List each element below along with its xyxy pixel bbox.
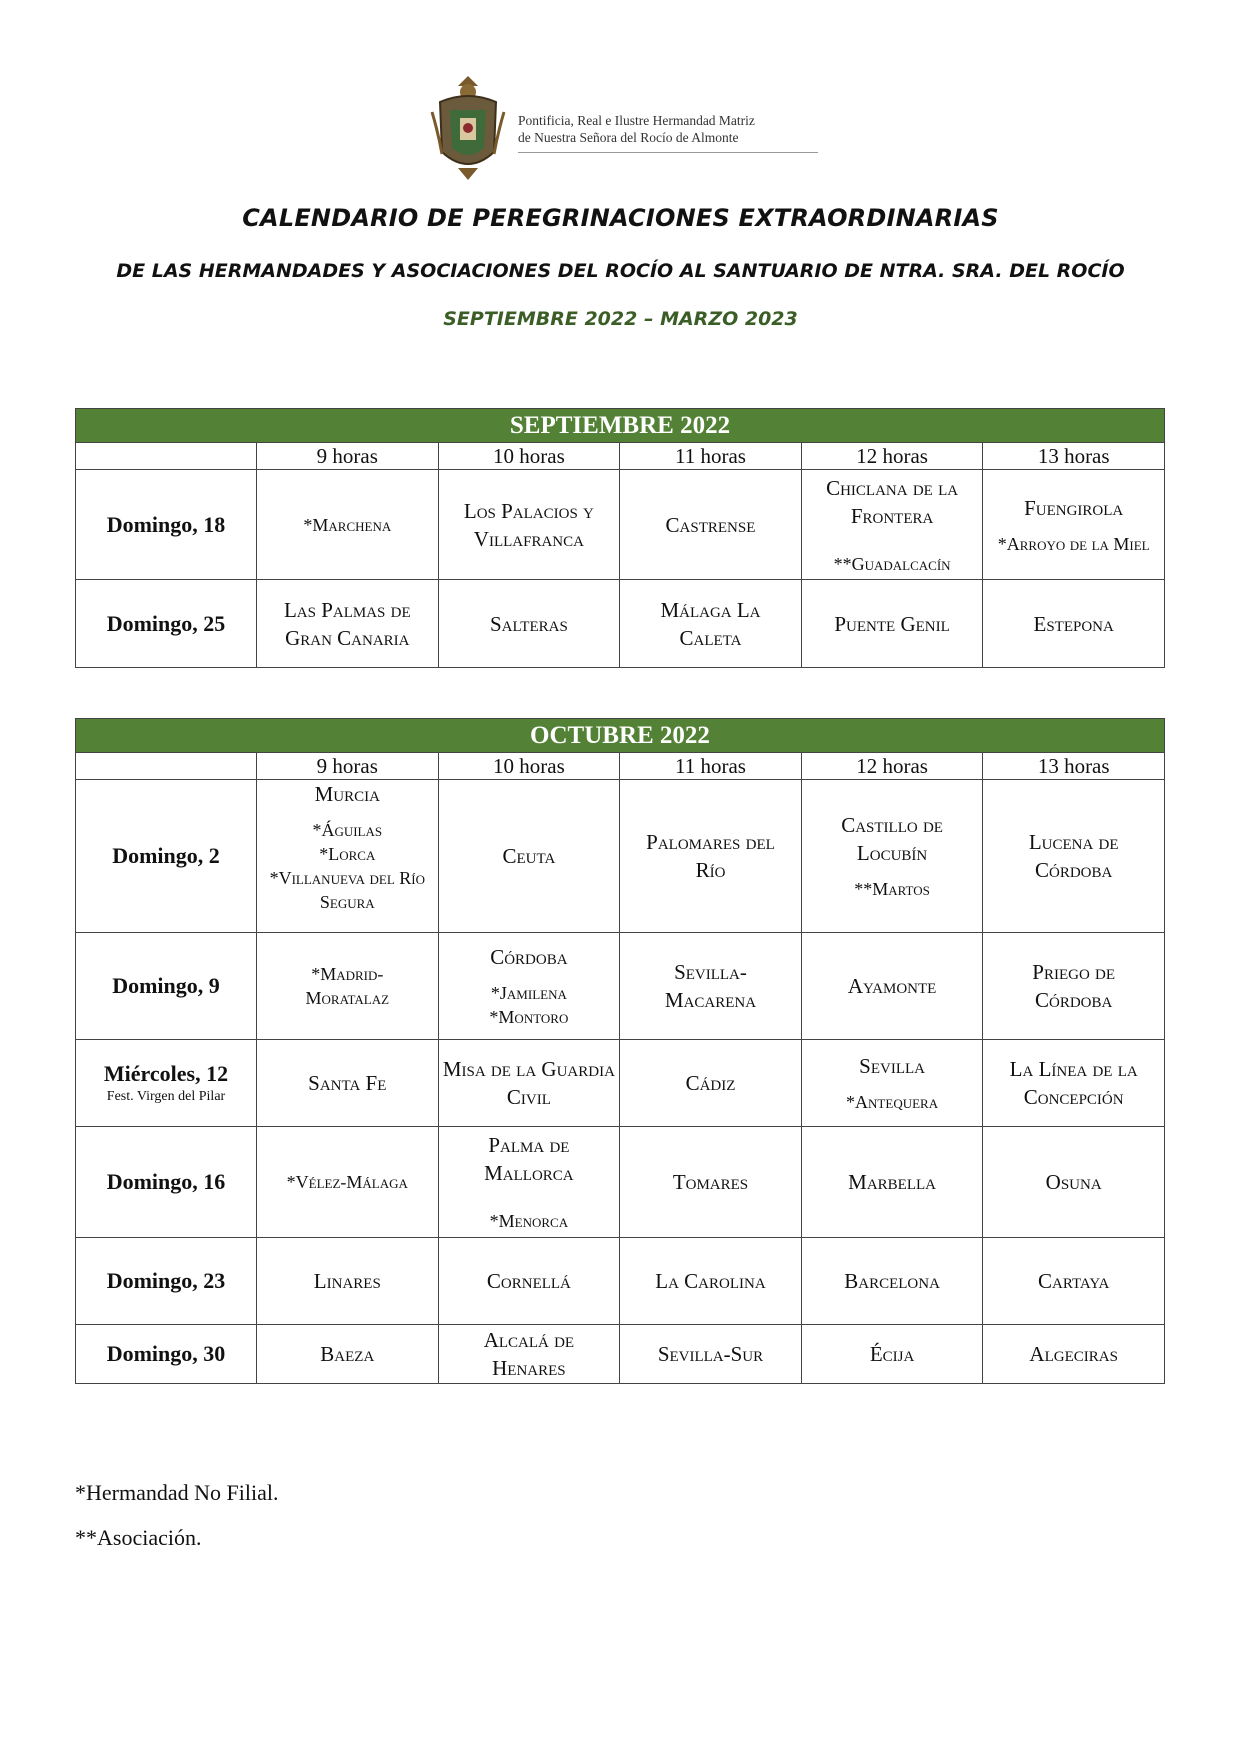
hour-12: 12 horas	[801, 443, 983, 470]
slot-cell	[801, 580, 983, 668]
hour-13: 13 horas	[983, 443, 1165, 470]
slot-cell	[801, 933, 983, 1040]
table-row	[76, 580, 1165, 668]
hour-10: 10 horas	[438, 443, 620, 470]
day-label: Domingo, 23	[76, 1238, 257, 1325]
slot-main: Cádiz	[685, 1071, 736, 1095]
slot-cell	[438, 780, 620, 933]
slot-main: Santa Fe	[308, 1071, 387, 1095]
slot-main: Osuna	[1045, 1170, 1102, 1194]
slot-cell	[620, 1127, 802, 1238]
slot-sub: *Menorca	[489, 1211, 569, 1231]
brotherhood-crest-icon	[428, 72, 508, 182]
month-title: SEPTIEMBRE 2022	[76, 409, 1165, 443]
slot-cell	[983, 1127, 1165, 1238]
slot-cell	[257, 1040, 439, 1127]
slot-sub: *Villanueva del Río Segura	[269, 868, 425, 912]
header-rule	[518, 152, 818, 153]
slot-cell	[620, 1040, 802, 1127]
hour-10: 10 horas	[438, 753, 620, 780]
slot-cell	[620, 1325, 802, 1384]
slot-main: Algeciras	[1029, 1342, 1118, 1366]
slot-cell	[983, 1040, 1165, 1127]
day-label: Domingo, 2	[76, 780, 257, 933]
slot-main: Sevilla-Sur	[657, 1342, 764, 1366]
slot-main: Baeza	[320, 1342, 375, 1366]
slot-cell	[257, 933, 439, 1040]
hours-row	[76, 753, 1165, 780]
slot-cell	[801, 1127, 983, 1238]
slot-cell	[620, 580, 802, 668]
calendar-table-october	[75, 718, 1165, 1384]
slot-sub: **Martos	[854, 879, 930, 899]
slot-main: Chiclana de la Frontera	[826, 475, 959, 528]
slot-main: Puente Genil	[834, 611, 950, 636]
slot-cell	[257, 780, 439, 933]
day-label: Domingo, 18	[76, 470, 257, 580]
slot-sub: **Guadalcacín	[833, 553, 951, 574]
calendar-table-september	[75, 408, 1165, 668]
slot-cell	[620, 780, 802, 933]
hour-11: 11 horas	[620, 753, 802, 780]
slot-sub: *Montoro	[489, 1007, 569, 1027]
footnote-asociacion: **Asociación.	[75, 1525, 202, 1550]
slot-main: Castrense	[665, 512, 756, 537]
slot-main: Las Palmas de Gran Canaria	[283, 597, 411, 650]
month-title: OCTUBRE 2022	[76, 719, 1165, 753]
day-label	[76, 1040, 257, 1127]
slot-main: Sevilla-Macarena	[664, 960, 757, 1012]
slot-cell	[983, 1238, 1165, 1325]
hour-9: 9 horas	[257, 753, 439, 780]
org-line-1: Pontificia, Real e Ilustre Hermandad Matriz	[518, 113, 755, 128]
slot-sub: *Águilas	[312, 820, 383, 840]
hours-row	[76, 443, 1165, 470]
organization-name	[518, 112, 755, 146]
feast-note: Fest. Virgen del Pilar	[106, 1089, 226, 1104]
month-header-row	[76, 719, 1165, 753]
slot-cell	[801, 470, 983, 580]
slot-main: Barcelona	[844, 1269, 940, 1293]
slot-cell	[620, 470, 802, 580]
slot-sub: *Vélez-Málaga	[286, 1172, 408, 1192]
slot-cell	[438, 1040, 620, 1127]
slot-cell	[257, 1127, 439, 1238]
slot-main: La Carolina	[655, 1269, 766, 1293]
slot-sub: *Marchena	[303, 514, 392, 535]
slot-cell	[257, 470, 439, 580]
slot-cell	[438, 1127, 620, 1238]
slot-cell	[983, 1325, 1165, 1384]
slot-main: Alcalá de Henares	[483, 1328, 575, 1380]
slot-cell	[438, 933, 620, 1040]
slot-main: Murcia	[314, 782, 380, 806]
slot-cell	[801, 1040, 983, 1127]
blank-corner	[76, 443, 257, 470]
slot-sub: *Jamilena	[490, 983, 567, 1003]
header-logo	[428, 72, 828, 182]
month-header-row	[76, 409, 1165, 443]
slot-cell	[801, 780, 983, 933]
slot-cell	[801, 1238, 983, 1325]
day-label: Domingo, 9	[76, 933, 257, 1040]
table-row	[76, 1325, 1165, 1384]
slot-cell	[438, 470, 620, 580]
slot-cell	[983, 580, 1165, 668]
slot-main: Córdoba	[490, 945, 568, 969]
slot-main: Cartaya	[1038, 1269, 1110, 1293]
slot-sub: *Antequera	[846, 1092, 939, 1112]
slot-cell	[983, 933, 1165, 1040]
slot-cell	[620, 933, 802, 1040]
slot-cell	[257, 1325, 439, 1384]
slot-main: Salteras	[489, 611, 568, 636]
slot-main: Tomares	[672, 1170, 749, 1194]
slot-cell	[620, 1238, 802, 1325]
slot-main: Ceuta	[502, 844, 556, 868]
slot-main: Palma de Mallorca	[484, 1133, 574, 1185]
slot-main: Linares	[313, 1269, 381, 1293]
table-row	[76, 933, 1165, 1040]
slot-cell	[257, 1238, 439, 1325]
table-row	[76, 1127, 1165, 1238]
hour-11: 11 horas	[620, 443, 802, 470]
slot-main: Sevilla	[859, 1054, 925, 1078]
hour-13: 13 horas	[983, 753, 1165, 780]
table-row	[76, 1040, 1165, 1127]
date-range: SEPTIEMBRE 2022 – MARZO 2023	[443, 308, 798, 330]
slot-cell	[801, 1325, 983, 1384]
table-row	[76, 470, 1165, 580]
day-label: Domingo, 16	[76, 1127, 257, 1238]
slot-main: Málaga La Caleta	[660, 597, 761, 650]
slot-main: Los Palacios y Villafranca	[463, 498, 594, 551]
slot-main: Lucena de Córdoba	[1028, 830, 1119, 882]
table-row	[76, 780, 1165, 933]
slot-main: Ayamonte	[847, 974, 937, 998]
table-row	[76, 1238, 1165, 1325]
slot-main: Priego de Córdoba	[1032, 960, 1116, 1012]
org-line-2: de Nuestra Señora del Rocío de Almonte	[518, 130, 739, 145]
slot-sub: *Madrid-Moratalaz	[305, 964, 390, 1008]
slot-main: Écija	[869, 1342, 915, 1366]
hour-9: 9 horas	[257, 443, 439, 470]
slot-main: Fuengirola	[1024, 495, 1124, 520]
blank-corner	[76, 753, 257, 780]
slot-cell	[257, 580, 439, 668]
slot-cell	[438, 580, 620, 668]
slot-main: Misa de la Guardia Civil	[442, 1057, 615, 1109]
slot-main: Estepona	[1033, 611, 1114, 636]
slot-main: Marbella	[848, 1170, 936, 1194]
hour-12: 12 horas	[801, 753, 983, 780]
page-title: CALENDARIO DE PEREGRINACIONES EXTRAORDINARIAS	[242, 204, 999, 232]
slot-main: Cornellá	[486, 1269, 571, 1293]
slot-main: La Línea de la Concepción	[1009, 1057, 1138, 1109]
day-label: Domingo, 25	[76, 580, 257, 668]
slot-cell	[983, 780, 1165, 933]
slot-cell	[438, 1238, 620, 1325]
slot-sub: *Arroyo de la Miel	[997, 533, 1150, 554]
slot-main: Palomares del Río	[646, 830, 775, 882]
slot-cell	[438, 1325, 620, 1384]
slot-main: Castillo de Locubín	[841, 813, 943, 865]
day-label: Domingo, 30	[76, 1325, 257, 1384]
slot-cell	[983, 470, 1165, 580]
page-subtitle: DE LAS HERMANDADES Y ASOCIACIONES DEL ROCÍO AL SANTUARIO DE NTRA. SRA. DEL ROCÍO	[116, 260, 1125, 282]
day-label-text: Miércoles, 12	[103, 1061, 229, 1086]
footnote-no-filial: *Hermandad No Filial.	[75, 1480, 279, 1505]
slot-sub: *Lorca	[319, 844, 376, 864]
